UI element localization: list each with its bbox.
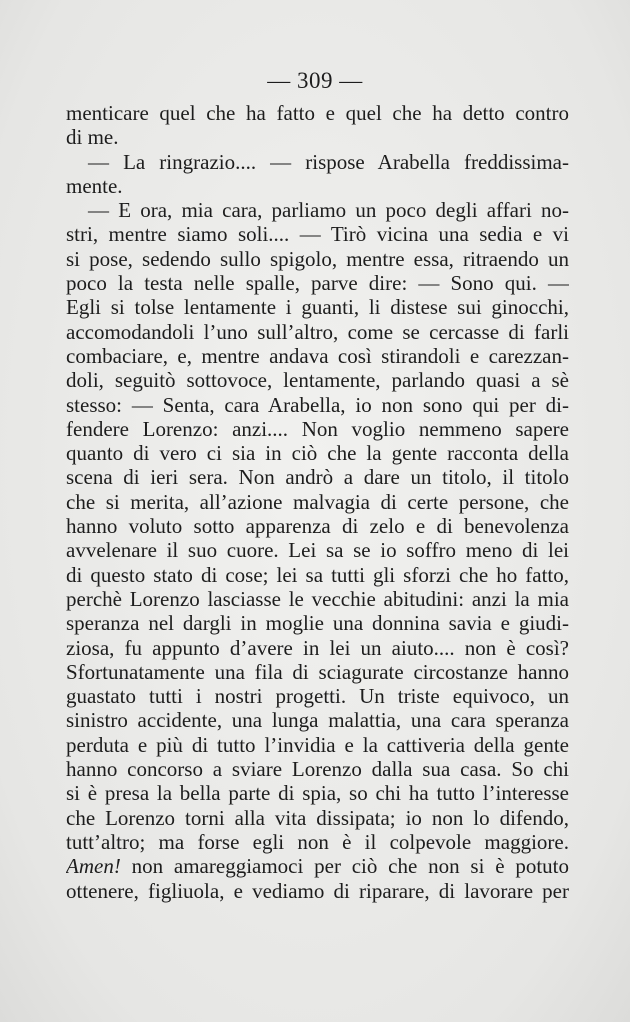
- text-line-content: speranza nel dargli in moglie una donnina savia e giudi-: [66, 611, 569, 636]
- text-line-content: stesso: — Senta, cara Arabella, io non sono qui per di-: [66, 392, 569, 417]
- text-line-content: avvelenare il suo cuore. Lei sa se io soffro meno di lei: [66, 538, 569, 563]
- page-number: — 309 —: [267, 68, 363, 93]
- text-line: [66, 781, 569, 805]
- text-line: [66, 538, 569, 562]
- text-line-content: fendere Lorenzo: anzi.... Non voglio nemmeno sapere: [66, 416, 569, 441]
- text-line-content: stri, mentre siamo soli.... — Tirò vicina una sedia e vi: [66, 222, 569, 247]
- text-line-content: che si merita, all’azione malvagia di certe persone, che: [66, 489, 569, 514]
- text-line: [66, 320, 569, 344]
- text-line-content: ziosa, fu appunto d’avere in lei un aiuto.... non è così?: [66, 635, 569, 660]
- text-line: [66, 830, 569, 854]
- text-line: [66, 806, 569, 830]
- page-body-text: [66, 101, 569, 903]
- text-line-content: si pose, sedendo sullo spigolo, mentre essa, ritraendo un: [66, 246, 569, 271]
- text-line: [66, 198, 569, 222]
- text-line-content: — E ora, mia cara, parliamo un poco degli affari no-: [88, 198, 569, 223]
- text-line-content: scena di ieri sera. Non andrò a dare un titolo, il titolo: [66, 465, 569, 490]
- text-line-content: ottenere, figliuola, e vediamo di riparare, di lavorare per: [66, 878, 569, 903]
- text-line: [66, 563, 569, 587]
- text-line-content: quanto di vero ci sia in ciò che la gente racconta della: [66, 441, 569, 466]
- text-line-content: doli, seguitò sottovoce, lentamente, parlando quasi a sè: [66, 368, 569, 393]
- italic-word: Amen!: [66, 854, 121, 879]
- text-line: [66, 660, 569, 684]
- text-line: [66, 222, 569, 246]
- text-line: [66, 684, 569, 708]
- text-line: [66, 393, 569, 417]
- text-line: [66, 417, 569, 441]
- text-line: [66, 854, 569, 878]
- text-line: [66, 733, 569, 757]
- text-line-content: combaciare, e, mentre andava così stirandoli e carezzan-: [66, 343, 569, 368]
- text-line-content: — La ringrazio.... — rispose Arabella freddissima-: [88, 149, 569, 174]
- text-line: [66, 708, 569, 732]
- text-line: [66, 101, 569, 125]
- text-line-content: si è presa la bella parte di spia, so chi ha tutto l’interesse: [66, 781, 569, 806]
- text-line-content: perduta e più di tutto l’invidia e la cattiveria della gente: [66, 732, 569, 757]
- text-line-content: tutt’altro; ma forse egli non è il colpevole maggiore.: [66, 829, 569, 854]
- text-line: [66, 636, 569, 660]
- text-line-content: sinistro accidente, una lunga malattia, una cara speranza: [66, 708, 569, 733]
- text-line: [66, 247, 569, 271]
- text-line-content: di questo stato di cose; lei sa tutti gli sforzi che ho fatto,: [66, 562, 569, 587]
- text-line: [66, 174, 569, 198]
- text-line: [66, 757, 569, 781]
- text-line: [66, 150, 569, 174]
- text-line: [66, 514, 569, 538]
- text-line: [66, 271, 569, 295]
- text-line: [66, 879, 569, 903]
- text-line-content: hanno voluto sotto apparenza di zelo e di benevolenza: [66, 514, 569, 539]
- text-line-content: Sfortunatamente una fila di sciagurate circostanze hanno: [66, 659, 569, 684]
- text-line: [66, 344, 569, 368]
- text-line-content: non amareggiamoci per ciò che non si è potuto: [120, 854, 569, 879]
- text-line-content: poco la testa nelle spalle, parve dire: — Sono qui. —: [66, 271, 569, 296]
- text-line-content: hanno concorso a sviare Lorenzo dalla sua casa. So chi: [66, 757, 569, 782]
- text-line-content: di me.: [66, 125, 119, 150]
- text-line: [66, 465, 569, 489]
- text-line-content: che Lorenzo torni alla vita dissipata; io non lo difendo,: [66, 805, 569, 830]
- text-line: [66, 125, 569, 149]
- text-line: [66, 441, 569, 465]
- text-line: [66, 490, 569, 514]
- text-line-content: Egli si tolse lentamente i guanti, li distese sui ginocchi,: [66, 295, 569, 320]
- text-line: [66, 587, 569, 611]
- text-line: [66, 611, 569, 635]
- text-line-content: guastato tutti i nostri progetti. Un triste equivoco, un: [66, 684, 569, 709]
- text-line-content: menticare quel che ha fatto e quel che ha detto contro: [66, 101, 569, 125]
- text-line-content: perchè Lorenzo lasciasse le vecchie abitudini: anzi la mia: [66, 586, 569, 611]
- text-line-content: accomodandoli l’uno sull’altro, come se cercasse di farli: [66, 319, 569, 344]
- text-line: [66, 368, 569, 392]
- text-line: [66, 295, 569, 319]
- text-line-content: mente.: [66, 173, 123, 198]
